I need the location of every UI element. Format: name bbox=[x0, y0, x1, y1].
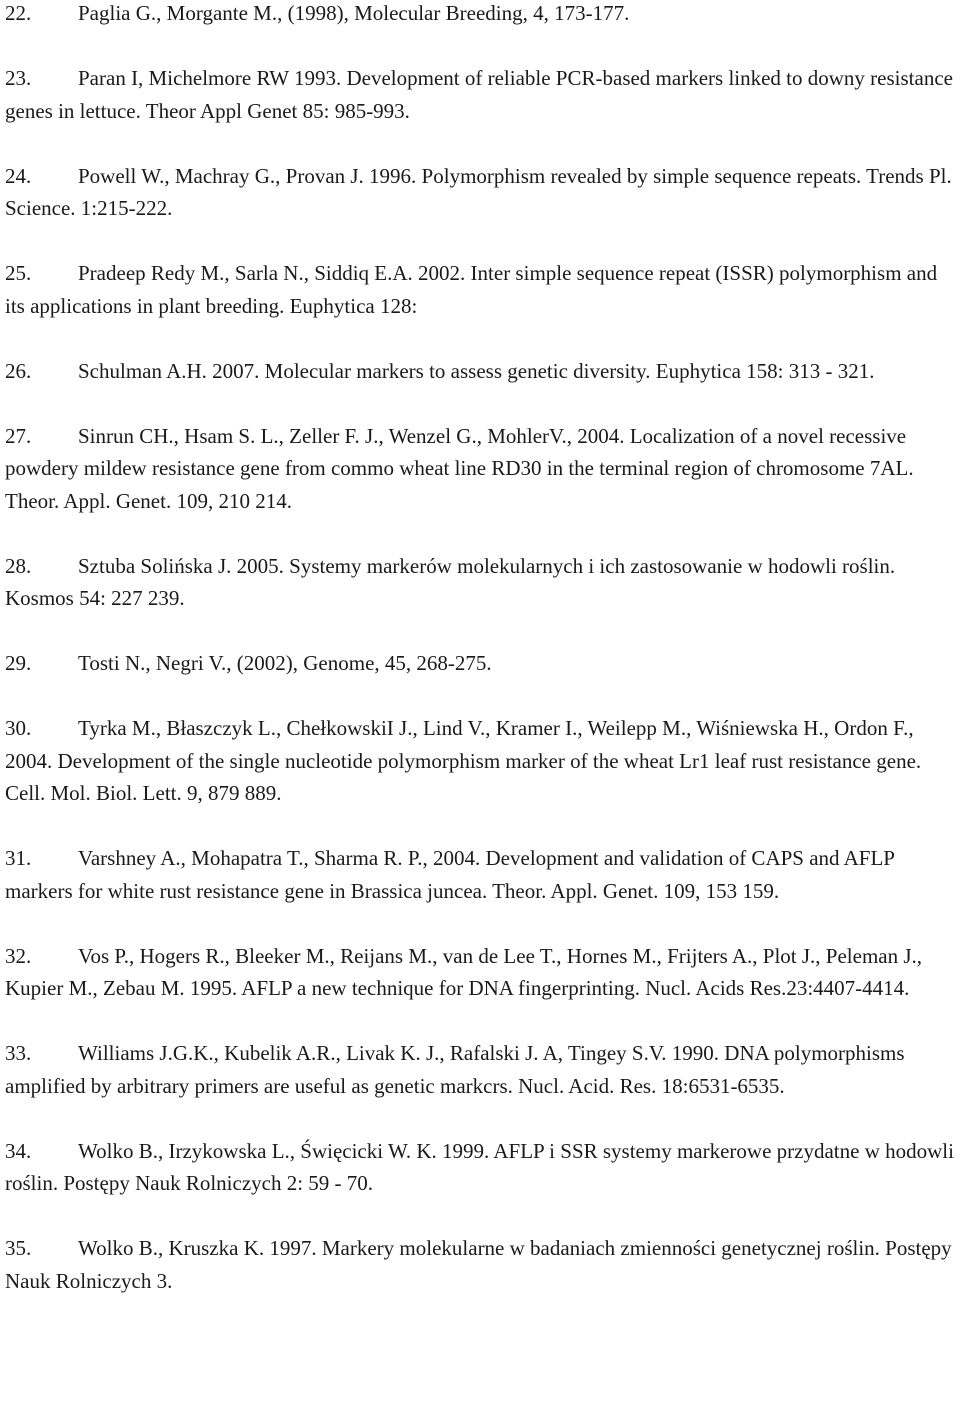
reference-number: 31. bbox=[5, 846, 32, 870]
reference-number: 29. bbox=[5, 651, 32, 675]
reference-list bbox=[5, 0, 958, 1330]
reference-text: Varshney A., Mohapatra T., Sharma R. P., 2004. Development and validation of CAPS and AFLP markers for white rust resistance gene in Brassica juncea. Theor. Appl. Genet. 109, 153 159. bbox=[5, 846, 895, 903]
reference-item bbox=[5, 1232, 958, 1297]
reference-text: Wolko B., Irzykowska L., Święcicki W. K. 1999. AFLP i SSR systemy markerowe przydatne w hodowli roślin. Postępy Nauk Rolniczych 2: 59 - 70. bbox=[5, 1138, 954, 1195]
reference-text: Tyrka M., Błaszczyk L., ChełkowskiI J., Lind V., Kramer I., Weilepp M., Wiśniewska H., Ordon F., 2004. Development of the single nucleotide polymorphism marker of the wheat Lr1 leaf rust resistance gene. Cell. Mol. Biol. Lett. 9, 879 889. bbox=[5, 716, 922, 805]
reference-text: Pradeep Redy M., Sarla N., Siddiq E.A. 2002. Inter simple sequence repeat (ISSR) polymorphism and its applications in plant breeding. Euphytica 128: bbox=[5, 261, 938, 318]
reference-item bbox=[5, 257, 958, 322]
reference-text: Paran I, Michelmore RW 1993. Development of reliable PCR-based markers linked to downy resistance genes in lettuce. Theor Appl Genet 85: 985-993. bbox=[5, 66, 953, 123]
reference-number: 22. bbox=[5, 1, 32, 25]
reference-item bbox=[5, 355, 958, 388]
reference-number: 35. bbox=[5, 1236, 32, 1260]
reference-number: 30. bbox=[5, 716, 32, 740]
reference-item bbox=[5, 647, 958, 680]
reference-text: Wolko B., Kruszka K. 1997. Markery molekularne w badaniach zmienności genetycznej roślin. Postępy Nauk Rolniczych 3. bbox=[5, 1236, 952, 1293]
reference-item bbox=[5, 1037, 958, 1102]
reference-item bbox=[5, 62, 958, 127]
reference-number: 25. bbox=[5, 261, 32, 285]
reference-item bbox=[5, 550, 958, 615]
reference-text: Tosti N., Negri V., (2002), Genome, 45, 268-275. bbox=[78, 651, 492, 675]
reference-text: Schulman A.H. 2007. Molecular markers to assess genetic diversity. Euphytica 158: 313 - 321. bbox=[78, 358, 875, 383]
reference-text: Williams J.G.K., Kubelik A.R., Livak K. J., Rafalski J. A, Tingey S.V. 1990. DNA polymorphisms amplified by arbitrary primers are useful as genetic markcrs. Nucl. Acid. Res. 18:6531-6535. bbox=[5, 1041, 905, 1098]
reference-text: Paglia G., Morgante M., (1998), Molecular Breeding, 4, 173-177. bbox=[78, 1, 630, 25]
reference-number: 24. bbox=[5, 163, 32, 188]
reference-text: Powell W., Machray G., Provan J. 1996. Polymorphism revealed by simple sequence repeats. Trends Pl. Science. 1:215-222. bbox=[5, 163, 952, 220]
reference-item bbox=[5, 160, 958, 225]
reference-text: Sinrun CH., Hsam S. L., Zeller F. J., Wenzel G., MohlerV., 2004. Localization of a novel recessive powdery mildew resistance gene from commo wheat line RD30 in the terminal region of chromosome 7AL. Theor. Appl. Genet. 109, 210 214. bbox=[5, 423, 914, 513]
reference-number: 28. bbox=[5, 553, 32, 578]
reference-number: 23. bbox=[5, 66, 32, 90]
reference-item bbox=[5, 712, 958, 810]
reference-item bbox=[5, 0, 958, 30]
reference-number: 32. bbox=[5, 943, 32, 968]
reference-number: 34. bbox=[5, 1138, 32, 1163]
reference-number: 33. bbox=[5, 1041, 32, 1065]
reference-item bbox=[5, 842, 958, 907]
reference-number: 26. bbox=[5, 358, 32, 383]
reference-number: 27. bbox=[5, 423, 32, 448]
reference-item bbox=[5, 1135, 958, 1200]
reference-item bbox=[5, 940, 958, 1005]
reference-item bbox=[5, 420, 958, 518]
reference-text: Vos P., Hogers R., Bleeker M., Reijans M., van de Lee T., Hornes M., Frijters A., Plot J., Peleman J., Kupier M., Zebau M. 1995. AFLP a new technique for DNA fingerprinting. Nucl. Acids Res.23:4407-4414. bbox=[5, 943, 923, 1000]
reference-text: Sztuba Solińska J. 2005. Systemy markerów molekularnych i ich zastosowanie w hodowli roślin. Kosmos 54: 227 239. bbox=[5, 553, 896, 610]
